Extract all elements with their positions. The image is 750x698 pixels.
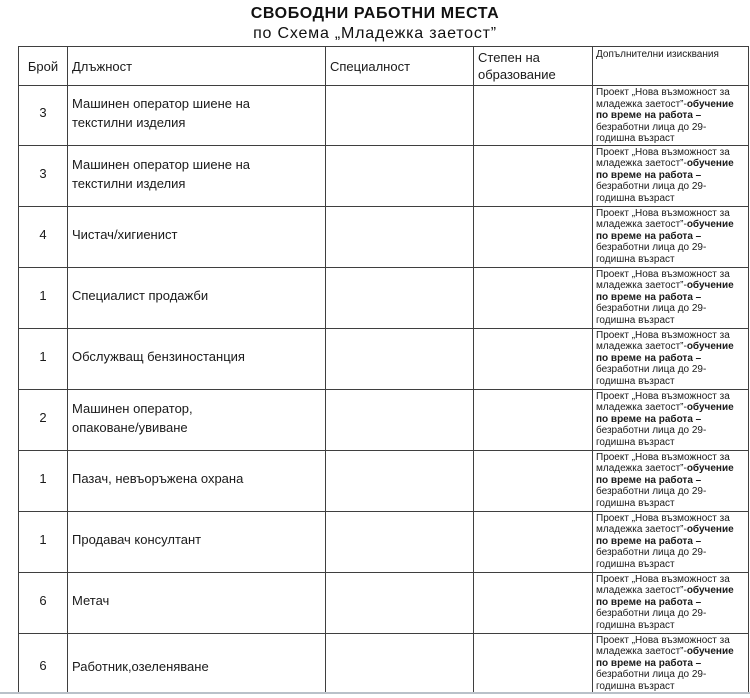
cell-requirements: Проект „Нова възможност за младежка заетост”-обучение по време на работа – безработни лица до 29-годишна възраст — [593, 389, 749, 450]
cell-count: 1 — [19, 511, 68, 572]
cell-count: 6 — [19, 572, 68, 633]
cell-position: Обслужващ бензиностанция — [68, 328, 326, 389]
cell-specialty — [326, 86, 474, 146]
cell-count: 1 — [19, 267, 68, 328]
cell-education — [474, 389, 593, 450]
cell-position: Машинен оператор шиене на текстилни изделия — [68, 86, 326, 146]
page-title: СВОБОДНИ РАБОТНИ МЕСТА — [250, 5, 500, 22]
column-header-specialty: Специалност — [326, 47, 474, 86]
cell-requirements: Проект „Нова възможност за младежка заетост”-обучение по време на работа – безработни лица до 29-годишна възраст — [593, 511, 749, 572]
cell-specialty — [326, 511, 474, 572]
table-row — [19, 511, 749, 572]
column-header-count: Брой — [19, 47, 68, 86]
cell-requirements: Проект „Нова възможност за младежка заетост”-обучение по време на работа – безработни лица до 29-годишна възраст — [593, 450, 749, 511]
column-header-education: Степен на образование — [474, 47, 593, 86]
cell-requirements: Проект „Нова възможност за младежка заетост”-обучение по време на работа – безработни лица до 29-годишна възраст — [593, 328, 749, 389]
cell-position: Чистач/хигиенист — [68, 206, 326, 267]
table-row — [19, 450, 749, 511]
cell-specialty — [326, 206, 474, 267]
cell-position: Специалист продажби — [68, 267, 326, 328]
cell-education — [474, 86, 593, 146]
cell-specialty — [326, 572, 474, 633]
cell-position: Продавач консултант — [68, 511, 326, 572]
table-row — [19, 633, 749, 698]
cell-position: Машинен оператор шиене на текстилни изделия — [68, 145, 326, 206]
cell-position: Работник,озеленяване — [68, 633, 326, 698]
cell-specialty — [326, 633, 474, 698]
cell-specialty — [326, 450, 474, 511]
cell-position: Пазач, невъоръжена охрана — [68, 450, 326, 511]
cell-count: 2 — [19, 389, 68, 450]
vacancies-table — [18, 46, 749, 698]
cell-specialty — [326, 328, 474, 389]
table-row — [19, 328, 749, 389]
cell-specialty — [326, 267, 474, 328]
cell-requirements: Проект „Нова възможност за младежка заетост”-обучение по време на работа – безработни лица до 29-годишна възраст — [593, 86, 749, 146]
cell-count: 3 — [19, 86, 68, 146]
cell-requirements: Проект „Нова възможност за младежка заетост”-обучение по време на работа – безработни лица до 29-годишна възраст — [593, 206, 749, 267]
cell-requirements: Проект „Нова възможност за младежка заетост”-обучение по време на работа – безработни лица до 29-годишна възраст — [593, 267, 749, 328]
cell-education — [474, 206, 593, 267]
window-bottom-edge-line — [0, 692, 750, 694]
cell-requirements: Проект „Нова възможност за младежка заетост”-обучение по време на работа – безработни лица до 29-годишна възраст — [593, 145, 749, 206]
cell-education — [474, 267, 593, 328]
table-row — [19, 389, 749, 450]
cell-education — [474, 511, 593, 572]
table-row — [19, 206, 749, 267]
cell-count: 6 — [19, 633, 68, 698]
cell-requirements: Проект „Нова възможност за младежка заетост”-обучение по време на работа – безработни лица до 29-годишна възраст — [593, 572, 749, 633]
cell-position: Машинен оператор, опаковане/увиване — [68, 389, 326, 450]
page-subtitle: по Схема „Младежка заетост” — [253, 25, 497, 42]
cell-count: 4 — [19, 206, 68, 267]
column-header-requirements: Допълнителни изисквания — [593, 47, 749, 86]
cell-education — [474, 328, 593, 389]
cell-count: 1 — [19, 450, 68, 511]
cell-requirements: Проект „Нова възможност за младежка заетост”-обучение по време на работа – безработни лица до 29-годишна възраст — [593, 633, 749, 698]
table-header-row — [19, 47, 749, 86]
table-row — [19, 572, 749, 633]
cell-position: Метач — [68, 572, 326, 633]
cell-education — [474, 145, 593, 206]
cell-education — [474, 633, 593, 698]
cell-education — [474, 450, 593, 511]
table-row — [19, 267, 749, 328]
cell-education — [474, 572, 593, 633]
column-header-position: Длъжност — [68, 47, 326, 86]
bottom-white-strip — [0, 694, 750, 698]
cell-count: 1 — [19, 328, 68, 389]
cell-specialty — [326, 145, 474, 206]
table-row — [19, 145, 749, 206]
cell-count: 3 — [19, 145, 68, 206]
table-row — [19, 86, 749, 146]
cell-specialty — [326, 389, 474, 450]
